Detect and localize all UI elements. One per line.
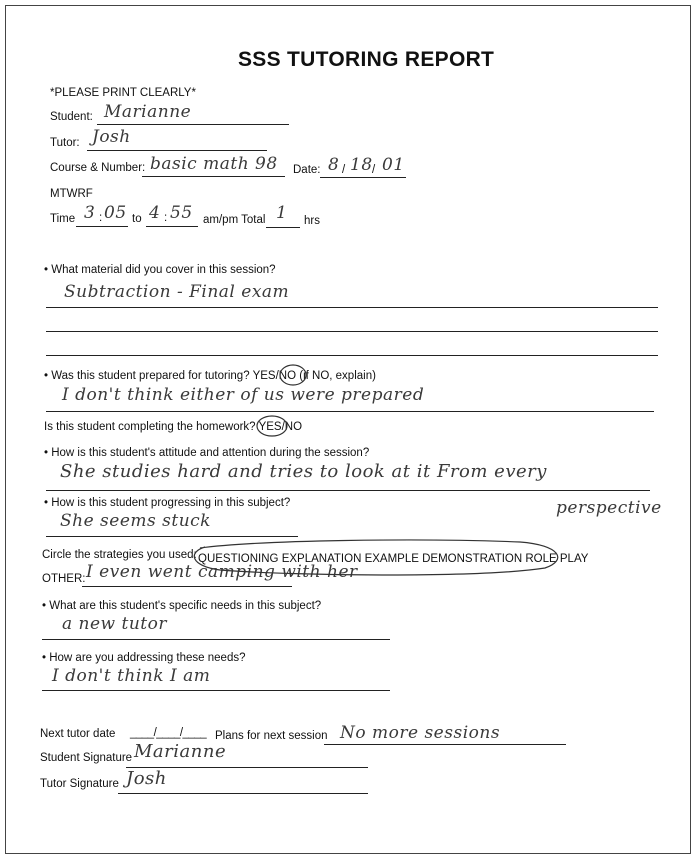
strategies-list: QUESTIONING EXPLANATION EXAMPLE DEMONSTRATION ROLE PLAY [198,553,589,565]
next-date-label: Next tutor date [40,728,116,740]
question-homework-text: Is this student completing the homework? [44,421,259,433]
time-label: Time [50,213,76,225]
hrs-label: hrs [304,215,320,227]
answer-material: Subtraction - Final exam [64,282,290,302]
student-label: Student: [50,111,93,123]
answer-prepared: I don't think either of us were prepared [62,385,425,405]
time-end-hour: 4 [149,203,161,223]
question-prepared-tail: (if NO, explain) [296,370,376,382]
plans-value: No more sessions [340,723,501,743]
question-progress: • How is this student progressing in this subject? [44,497,291,509]
date-year: 01 [382,155,405,175]
student-value: Marianne [104,102,192,122]
answer-attitude-continued: perspective [556,498,662,518]
question-attitude: • How is this student's attitude and attention during the session? [44,447,370,459]
course-label: Course & Number: [50,162,146,174]
question-needs: • What are this student's specific needs in this subject? [42,600,322,612]
prepared-no-option: NO [278,370,297,382]
answer-needs: a new tutor [62,614,167,634]
other-value: I even went camping with her [86,562,358,582]
date-day: 18 [350,155,373,175]
time-start-colon: : [99,212,103,224]
tutor-signature-label: Tutor Signature [40,778,119,790]
question-homework-tail: /NO [281,421,303,433]
time-end-minutes: 55 [170,203,193,223]
plans-label: Plans for next session [215,730,328,742]
answer-attitude: She studies hard and tries to look at it From every [60,461,547,482]
tutor-label: Tutor: [50,137,80,149]
print-note: *PLEASE PRINT CLEARLY* [50,87,196,99]
date-month: 8 [328,155,340,175]
next-date-blank: ____/____/____ [130,727,207,739]
other-label: OTHER: [42,573,86,585]
circle-strategies-mark [194,540,557,575]
date-label: Date: [293,164,321,176]
answer-addressing: I don't think I am [52,666,211,686]
time-start-minutes: 05 [104,203,127,223]
question-material: • What material did you cover in this session? [44,264,276,276]
answer-progress: She seems stuck [60,511,211,531]
time-end-colon: : [164,212,168,224]
student-signature-label: Student Signature [40,752,133,764]
date-separator-2: / [372,164,376,176]
strategies-label: Circle the strategies you used: [42,549,197,561]
homework-yes-option: YES [258,421,282,433]
student-signature-value: Marianne [134,741,227,762]
to-label: to [132,213,142,225]
circle-homework-yes-mark [257,416,287,436]
total-hours-value: 1 [276,203,288,223]
question-addressing: • How are you addressing these needs? [42,652,246,664]
ampm-total-label: am/pm Total [203,214,266,226]
circle-prepared-no-mark [280,365,306,385]
days-label: MTWRF [50,188,93,200]
course-value: basic math 98 [150,154,278,174]
tutor-signature-value: Josh [126,768,167,789]
time-start-hour: 3 [84,203,96,223]
tutor-value: Josh [92,127,131,147]
question-prepared-text: • Was this student prepared for tutoring? YES/ [44,370,279,382]
form-title: SSS TUTORING REPORT [238,48,495,71]
date-separator-1: / [342,164,346,176]
